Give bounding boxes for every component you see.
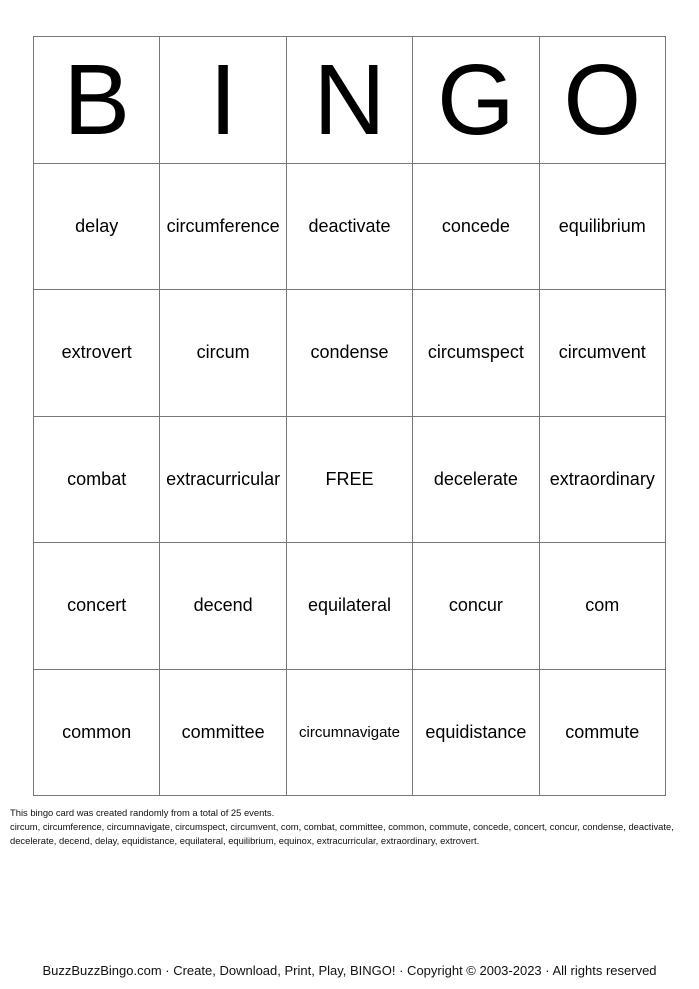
bingo-cell: circum xyxy=(160,290,286,417)
bingo-cell: concur xyxy=(413,543,539,670)
card-info xyxy=(10,806,695,848)
info-word-list: circum, circumference, circumnavigate, circumspect, circumvent, com, combat, committee, common, commute, concede, concert, concur, condense, deactivate, xyxy=(10,821,674,832)
bingo-cell: circumnavigate xyxy=(287,670,413,797)
bingo-cell: condense xyxy=(287,290,413,417)
bingo-cell: decend xyxy=(160,543,286,670)
bingo-cell: extrovert xyxy=(34,290,160,417)
bingo-cell: common xyxy=(34,670,160,797)
header-letter-i: I xyxy=(160,37,286,164)
bingo-cell: committee xyxy=(160,670,286,797)
footer-copyright: BuzzBuzzBingo.com · Create, Download, Print, Play, BINGO! · Copyright © 2003-2023 · All rights reserved xyxy=(42,963,657,978)
header-letter-b: B xyxy=(34,37,160,164)
bingo-cell: concert xyxy=(34,543,160,670)
bingo-cell: circumference xyxy=(160,164,286,291)
free-space: FREE xyxy=(287,417,413,544)
info-summary: This bingo card was created randomly from a total of 25 events. xyxy=(10,807,275,818)
bingo-cell: commute xyxy=(540,670,666,797)
bingo-cell: extraordinary xyxy=(540,417,666,544)
bingo-cell: equilibrium xyxy=(540,164,666,291)
bingo-card xyxy=(33,36,666,796)
bingo-cell: circumvent xyxy=(540,290,666,417)
info-word-list-cont: decelerate, decend, delay, equidistance, equilateral, equilibrium, equinox, extracurricular, extraordinary, extrovert. xyxy=(10,835,480,846)
bingo-cell: equilateral xyxy=(287,543,413,670)
bingo-cell: circumspect xyxy=(413,290,539,417)
bingo-cell: extracurricular xyxy=(160,417,286,544)
bingo-cell: delay xyxy=(34,164,160,291)
bingo-cell: com xyxy=(540,543,666,670)
bingo-cell: combat xyxy=(34,417,160,544)
bingo-cell: decelerate xyxy=(413,417,539,544)
bingo-cell: deactivate xyxy=(287,164,413,291)
bingo-cell: concede xyxy=(413,164,539,291)
header-letter-g: G xyxy=(413,37,539,164)
bingo-cell: equidistance xyxy=(413,670,539,797)
header-letter-n: N xyxy=(287,37,413,164)
header-letter-o: O xyxy=(540,37,666,164)
